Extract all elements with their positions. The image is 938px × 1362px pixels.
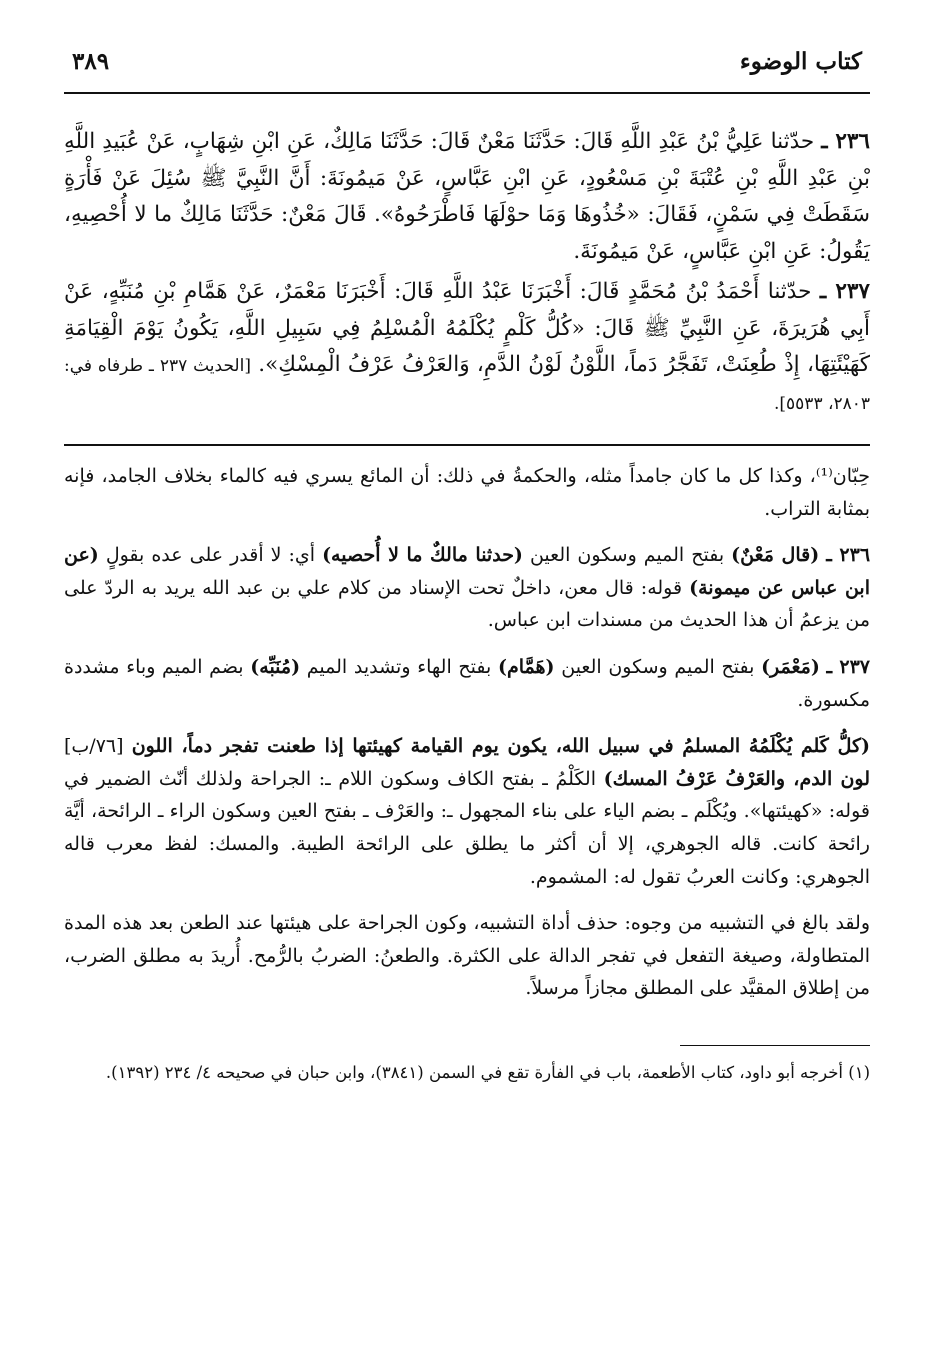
hadith-reference: [الحديث ٢٣٧ ـ طرفاه في: ٢٨٠٣، ٥٥٣٣]. [64, 356, 870, 414]
commentary-paragraph: ولقد بالغ في التشبيه من وجوه: حذف أداة التشبيه، وكون الجراحة على هيئتها عند الطعن بعد هذه المدة المتطاولة، وصيغة التفعل في تفجر الدالة على الكثرة. والطعنُ: الضربُ بالرُّمح. أُريدَ به مطلق الضرب، من إطلاق المقيَّد على المطلق مجازاً مرسلاً. [64, 912, 870, 1000]
commentary-text: بضم الميم وباء مشددة مكسورة. [64, 655, 870, 711]
main-text [64, 124, 870, 422]
entry-number: ٢٣٦ ـ [826, 544, 871, 567]
hadith-text: حدّثنا أَحْمَدُ بْنُ مُحَمَّدٍ قَالَ: أَخْبَرَنَا عَبْدُ اللَّهِ قَالَ: أَخْبَرَنَا مَعْمَرٌ، عَنْ هَمَّامِ بْنِ مُنَبِّهٍ، عَنْ أَبِي هُرَيرَةَ، عَنِ النَّبِيِّ ﷺ قَالَ: «كُلُّ كَلْمٍ يُكْلَمُهُ الْمُسْلِمُ فِي سَبِيلِ اللَّهِ، يَكُونُ يَوْمَ الْقِيَامَةِ كَهَيْئَتِهَا، إِذْ طُعِنَتْ، تَفَجَّرُ دَماً، اللَّوْنُ لَوْنُ الدَّمِ، وَالعَرْفُ عَرْفُ الْمِسْكِ». [64, 279, 870, 377]
commentary-text: الكَلْمُ ـ بفتح الكاف وسكون اللام ـ: الجراحة ولذلك أنّث الضمير في قوله: «كهيئتها». ويُكْلَم ـ بضم الياء على بناء المجهول ـ: والعَرْف ـ بفتح العين وسكون الراء ـ الرائحة، أيَّة رائحة كانت. قاله الجوهري، إلا أن أكثر ما يطلق على الرائحة الطيبة. والمسك: لفظ معرب قاله الجوهري: وكانت العربُ تقول له: المشموم. [64, 767, 870, 888]
hadith-number: ٢٣٧ ـ [819, 279, 870, 304]
commentary-paragraph [64, 730, 870, 893]
quoted-term: (حدثنا مالكٌ ما لا أُحصيه) [322, 544, 523, 567]
commentary-text: بفتح الهاء وتشديد الميم [300, 655, 498, 678]
page-header [64, 48, 870, 94]
hadith-number: ٢٣٦ ـ [821, 129, 870, 154]
commentary-text: قوله: قال معن، داخلٌ تحت الإسناد من كلام علي بن عبد الله يريد به الردّ على من يزعمُ أن هذا الحديث من مسندات ابن عباس. [64, 576, 870, 632]
footnote-rule [680, 1045, 870, 1046]
quoted-term: (كلُّ كَلم يُكْلَمُهُ المسلمُ في سبيل الله، يكون يوم القيامة كهيئتها إذا طعنت تفجر دماً، اللون [131, 735, 870, 758]
commentary-text: أي: لا أقدر على عده بقولٍ [98, 544, 323, 567]
quoted-term: (مَعْمَر) [761, 655, 820, 678]
quoted-term: لون الدم، والعَرْفُ عَرْفُ المسك) [603, 767, 870, 790]
commentary-paragraph [64, 539, 870, 637]
commentary-text: بفتح الميم وسكون العين [554, 655, 762, 678]
hadith-236 [64, 124, 870, 270]
commentary [64, 460, 870, 1005]
commentary-text: بفتح الميم وسكون العين [522, 544, 732, 567]
manuscript-marker: [٧٦/ب] [64, 735, 132, 758]
footnote: (١) أخرجه أبو داود، كتاب الأطعمة، باب في الفأرة تقع في السمن (٣٨٤١)، وابن حبان في صحيحه ٤/ ٢٣٤ (١٣٩٢). [105, 1062, 870, 1082]
quoted-term: (هَمَّام) [498, 655, 555, 678]
quoted-term: (قال مَعْنٌ) [731, 544, 820, 567]
quoted-term: (عن ابن عباس عن ميمونة) [64, 544, 870, 599]
quoted-term: (مُنَبِّه) [250, 655, 301, 678]
hadith-text: حدّثنا عَلِيُّ بْنُ عَبْدِ اللَّهِ قَالَ: حَدَّثَنَا مَعْنٌ قَالَ: حَدَّثَنَا مَالِكٌ، عَنِ ابْنِ شِهَابٍ، عَنْ عُبَيدِ اللَّهِ بْنِ عَبْدِ اللَّهِ بْنِ عُتْبَةَ بْنِ مَسْعُودٍ، عَنِ ابْنِ عَبَّاسٍ، عَنْ مَيمُونَةَ: أَنَّ النَّبِيَّ ﷺ سُئِلَ عَنْ فَأْرَةٍ سَقَطَتْ فِي سَمْنٍ، فَقَالَ: «خُذُوهَا وَمَا حوْلَهَا فَاطْرَحُوهُ». قَالَ مَعْنٌ: حَدَّثَنَا مَالِكٌ ما لا أُحْصِيهِ، يَقُولُ: عَنِ ابْنِ عَبَّاسٍ، عَنْ مَيمُونَةَ. [64, 129, 870, 264]
section-divider [64, 444, 870, 446]
page-number: ٣٨٩ [72, 48, 110, 75]
commentary-paragraph: حِبّان⁽¹⁾، وكذا كل ما كان جامداً مثله، والحكمةُ في ذلك: أن المائع يسري فيه كالماء بخلاف الجامد، فإنه بمثابة التراب. [64, 465, 870, 520]
entry-number: ٢٣٧ ـ [826, 655, 870, 678]
commentary-paragraph [64, 651, 870, 716]
hadith-237 [64, 274, 870, 422]
chapter-title: كتاب الوضوء [739, 48, 862, 75]
